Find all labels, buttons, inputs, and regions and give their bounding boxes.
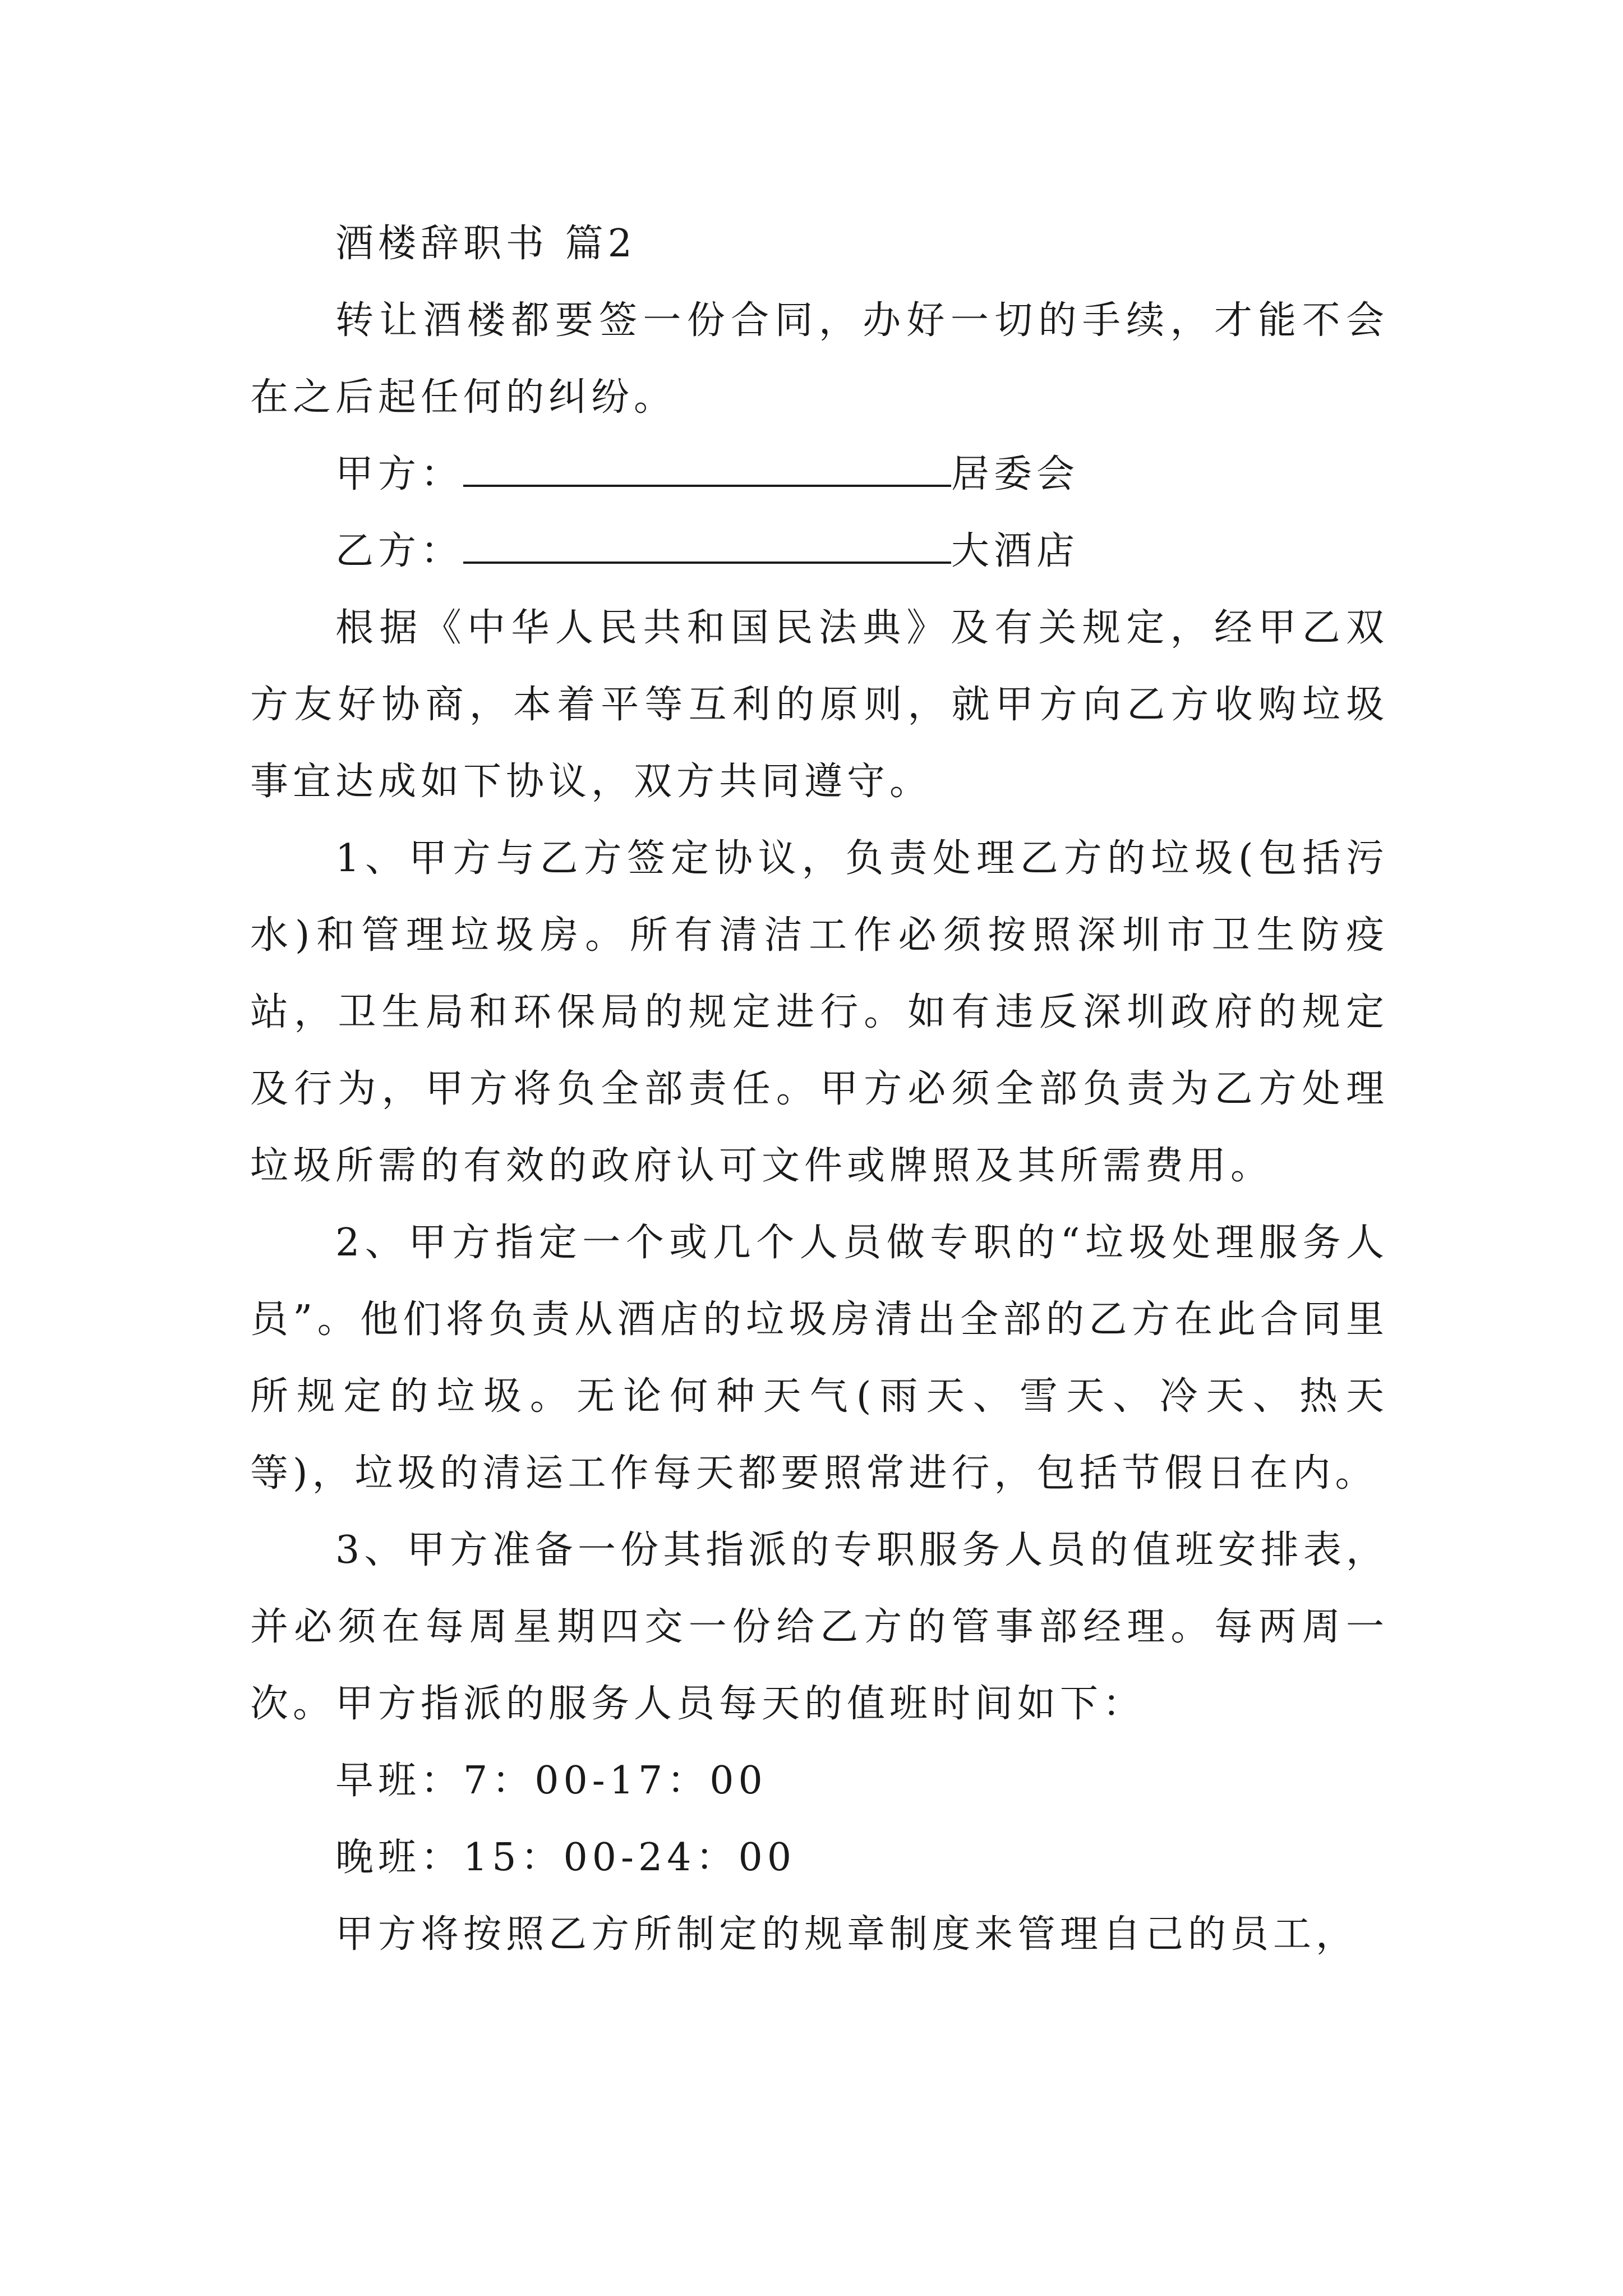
shift-morning: 早班：7：00-17：00	[335, 1759, 767, 1803]
party-b-line	[250, 513, 1389, 590]
party-a-suffix: 居委会	[951, 452, 1080, 496]
shift-evening: 晚班：15：00-24：00	[335, 1835, 796, 1880]
party-a-blank	[463, 451, 951, 487]
party-a-label: 甲方：	[335, 452, 464, 496]
paragraph-basis: 根据《中华人民共和国民法典》及有关规定，经甲乙双方友好协商，本着平等互利的原则，就甲方向乙方收购垃圾事宜达成如下协议，双方共同遵守。	[250, 606, 1389, 804]
paragraph-clause-1: 1、甲方与乙方签定协议，负责处理乙方的垃圾(包括污水)和管理垃圾房。所有清洁工作必须按照深圳市卫生防疫站，卫生局和环保局的规定进行。如有违反深圳政府的规定及行为，甲方将负全部责任。甲方必须全部负责为乙方处理垃圾所需的有效的政府认可文件或牌照及其所需费用。	[250, 836, 1389, 1188]
intro-paragraph: 转让酒楼都要签一份合同，办好一切的手续，才能不会在之后起任何的纠纷。	[250, 298, 1389, 420]
closing-paragraph: 甲方将按照乙方所制定的规章制度来管理自己的员工，	[335, 1912, 1359, 1957]
party-a-line	[250, 436, 1389, 513]
document-body	[250, 205, 1389, 1973]
party-b-label: 乙方：	[335, 529, 464, 573]
document-heading: 酒楼辞职书 篇2	[335, 222, 637, 266]
paragraph-clause-2: 2、甲方指定一个或几个人员做专职的“垃圾处理服务人员”。他们将负责从酒店的垃圾房清出全部的乙方在此合同里所规定的垃圾。无论何种天气(雨天、雪天、冷天、热天等)，垃圾的清运工作每天都要照常进行，包括节假日在内。	[250, 1221, 1389, 1496]
party-b-blank	[463, 528, 951, 564]
party-b-suffix: 大酒店	[951, 529, 1080, 573]
paragraph-clause-3: 3、甲方准备一份其指派的专职服务人员的值班安排表，并必须在每周星期四交一份给乙方的管事部经理。每两周一次。甲方指派的服务人员每天的值班时间如下：	[250, 1528, 1389, 1726]
